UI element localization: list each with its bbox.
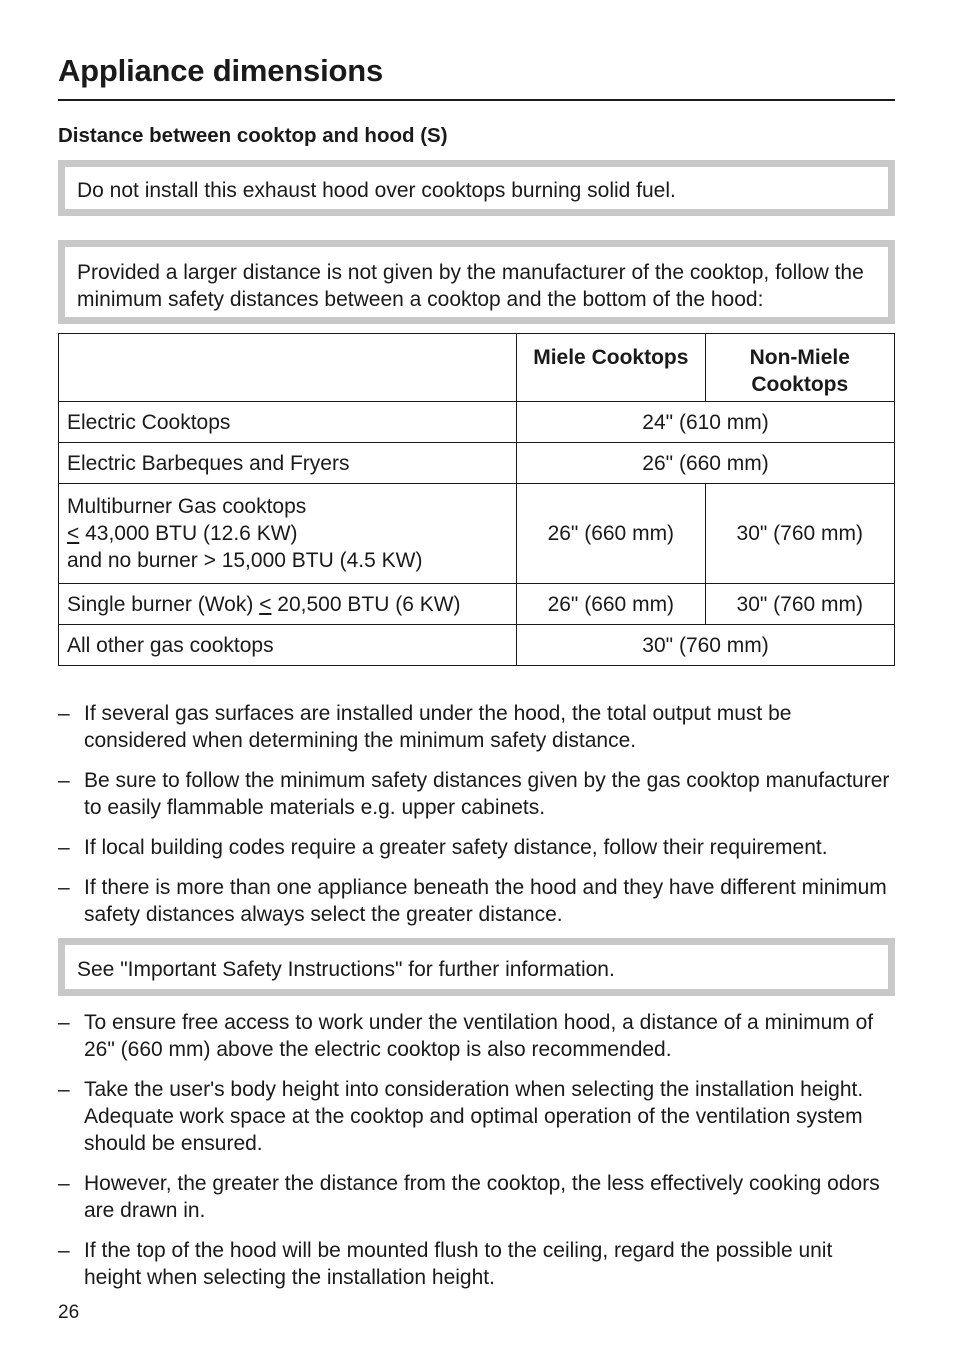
note-text: Provided a larger distance is not given by the manufacturer of the cooktop, follow the minimum safety distances between a cooktop and the bottom of the hood: [77,261,864,311]
label-text: 20,500 BTU (6 KW) [271,592,461,616]
dash-marker: – [58,1078,70,1101]
page-number: 26 [58,1302,80,1323]
table-cell-non-miele: 30" (760 mm) [705,484,894,584]
table-cell-value: 24" (610 mm) [517,402,895,443]
less-equal-symbol: < [67,522,80,545]
list-item-text: Be sure to follow the minimum safety distances given by the gas cooktop manufacturer to easily flammable materials e.g. upper cabinets. [84,769,890,819]
dash-marker: – [58,1239,70,1262]
label-line: and no burner > 15,000 BTU (4.5 KW) [67,549,423,572]
table-row [59,584,895,625]
list-item-text: If the top of the hood will be mounted flush to the ceiling, regard the possible unit height when selecting the installation height. [84,1239,833,1289]
table-header-blank [59,334,517,402]
list-item [58,1076,895,1157]
table-cell-label: Electric Cooktops [59,402,517,443]
section-heading: Distance between cooktop and hood (S) [58,124,448,147]
list-item-text: If several gas surfaces are installed under the hood, the total output must be considered when determining the minimum safety distance. [84,702,792,752]
note-box-solid-fuel [58,160,895,216]
table-cell-value: 26" (660 mm) [517,443,895,484]
table-row [59,625,895,666]
list-item [58,1170,895,1224]
label-text: 43,000 BTU (12.6 KW) [79,522,298,545]
label-line: Multiburner Gas cooktops [67,495,307,518]
table-header-miele: Miele Cooktops [517,334,705,402]
list-item [58,874,895,928]
bullet-list [58,1009,895,1291]
table-row [59,402,895,443]
note-box-safety-instructions [58,938,895,996]
dash-marker: – [58,702,70,725]
list-item-text: Take the user's body height into consideration when selecting the installation height. Adequate work space at the cooktop and optimal operation of the ventilation system should be ensured. [84,1078,864,1155]
document-page [58,0,895,1291]
dash-marker: – [58,1172,70,1195]
list-item [58,834,895,861]
list-item [58,1237,895,1291]
list-item-text: However, the greater the distance from the cooktop, the less effectively cooking odors are drawn in. [84,1172,880,1222]
table-cell-value: 30" (760 mm) [517,625,895,666]
page-title: Appliance dimensions [58,0,895,101]
dash-marker: – [58,1011,70,1034]
bullet-list [58,700,895,928]
table-cell-miele: 26" (660 mm) [517,484,705,584]
table-cell-label [59,484,517,584]
label-line [67,520,508,547]
list-item [58,1009,895,1063]
dash-marker: – [58,876,70,899]
list-item [58,700,895,754]
table-header-row [59,334,895,402]
table-cell-label [59,584,517,625]
less-equal-symbol: < [259,592,272,616]
label-text: Single burner (Wok) [67,592,260,616]
table-cell-label: Electric Barbeques and Fryers [59,443,517,484]
list-item-text: If there is more than one appliance beneath the hood and they have different minimum safety distances always select the greater distance. [84,876,887,926]
table-cell-label: All other gas cooktops [59,625,517,666]
table-header-non-miele: Non-Miele Cooktops [705,334,894,402]
table-cell-non-miele: 30" (760 mm) [705,584,894,625]
note-text: Do not install this exhaust hood over cooktops burning solid fuel. [77,179,676,202]
dash-marker: – [58,769,70,792]
dash-marker: – [58,836,70,859]
table-cell-miele: 26" (660 mm) [517,584,705,625]
list-item-text: To ensure free access to work under the ventilation hood, a distance of a minimum of 26" (660 mm) above the electric cooktop is also recommended. [84,1011,874,1061]
note-box-minimum-distance [58,240,895,324]
distance-table [58,333,895,666]
table-row [59,484,895,584]
note-text: See "Important Safety Instructions" for further information. [77,958,615,981]
table-row [59,443,895,484]
list-item-text: If local building codes require a greater safety distance, follow their requirement. [84,836,828,859]
list-item [58,767,895,821]
